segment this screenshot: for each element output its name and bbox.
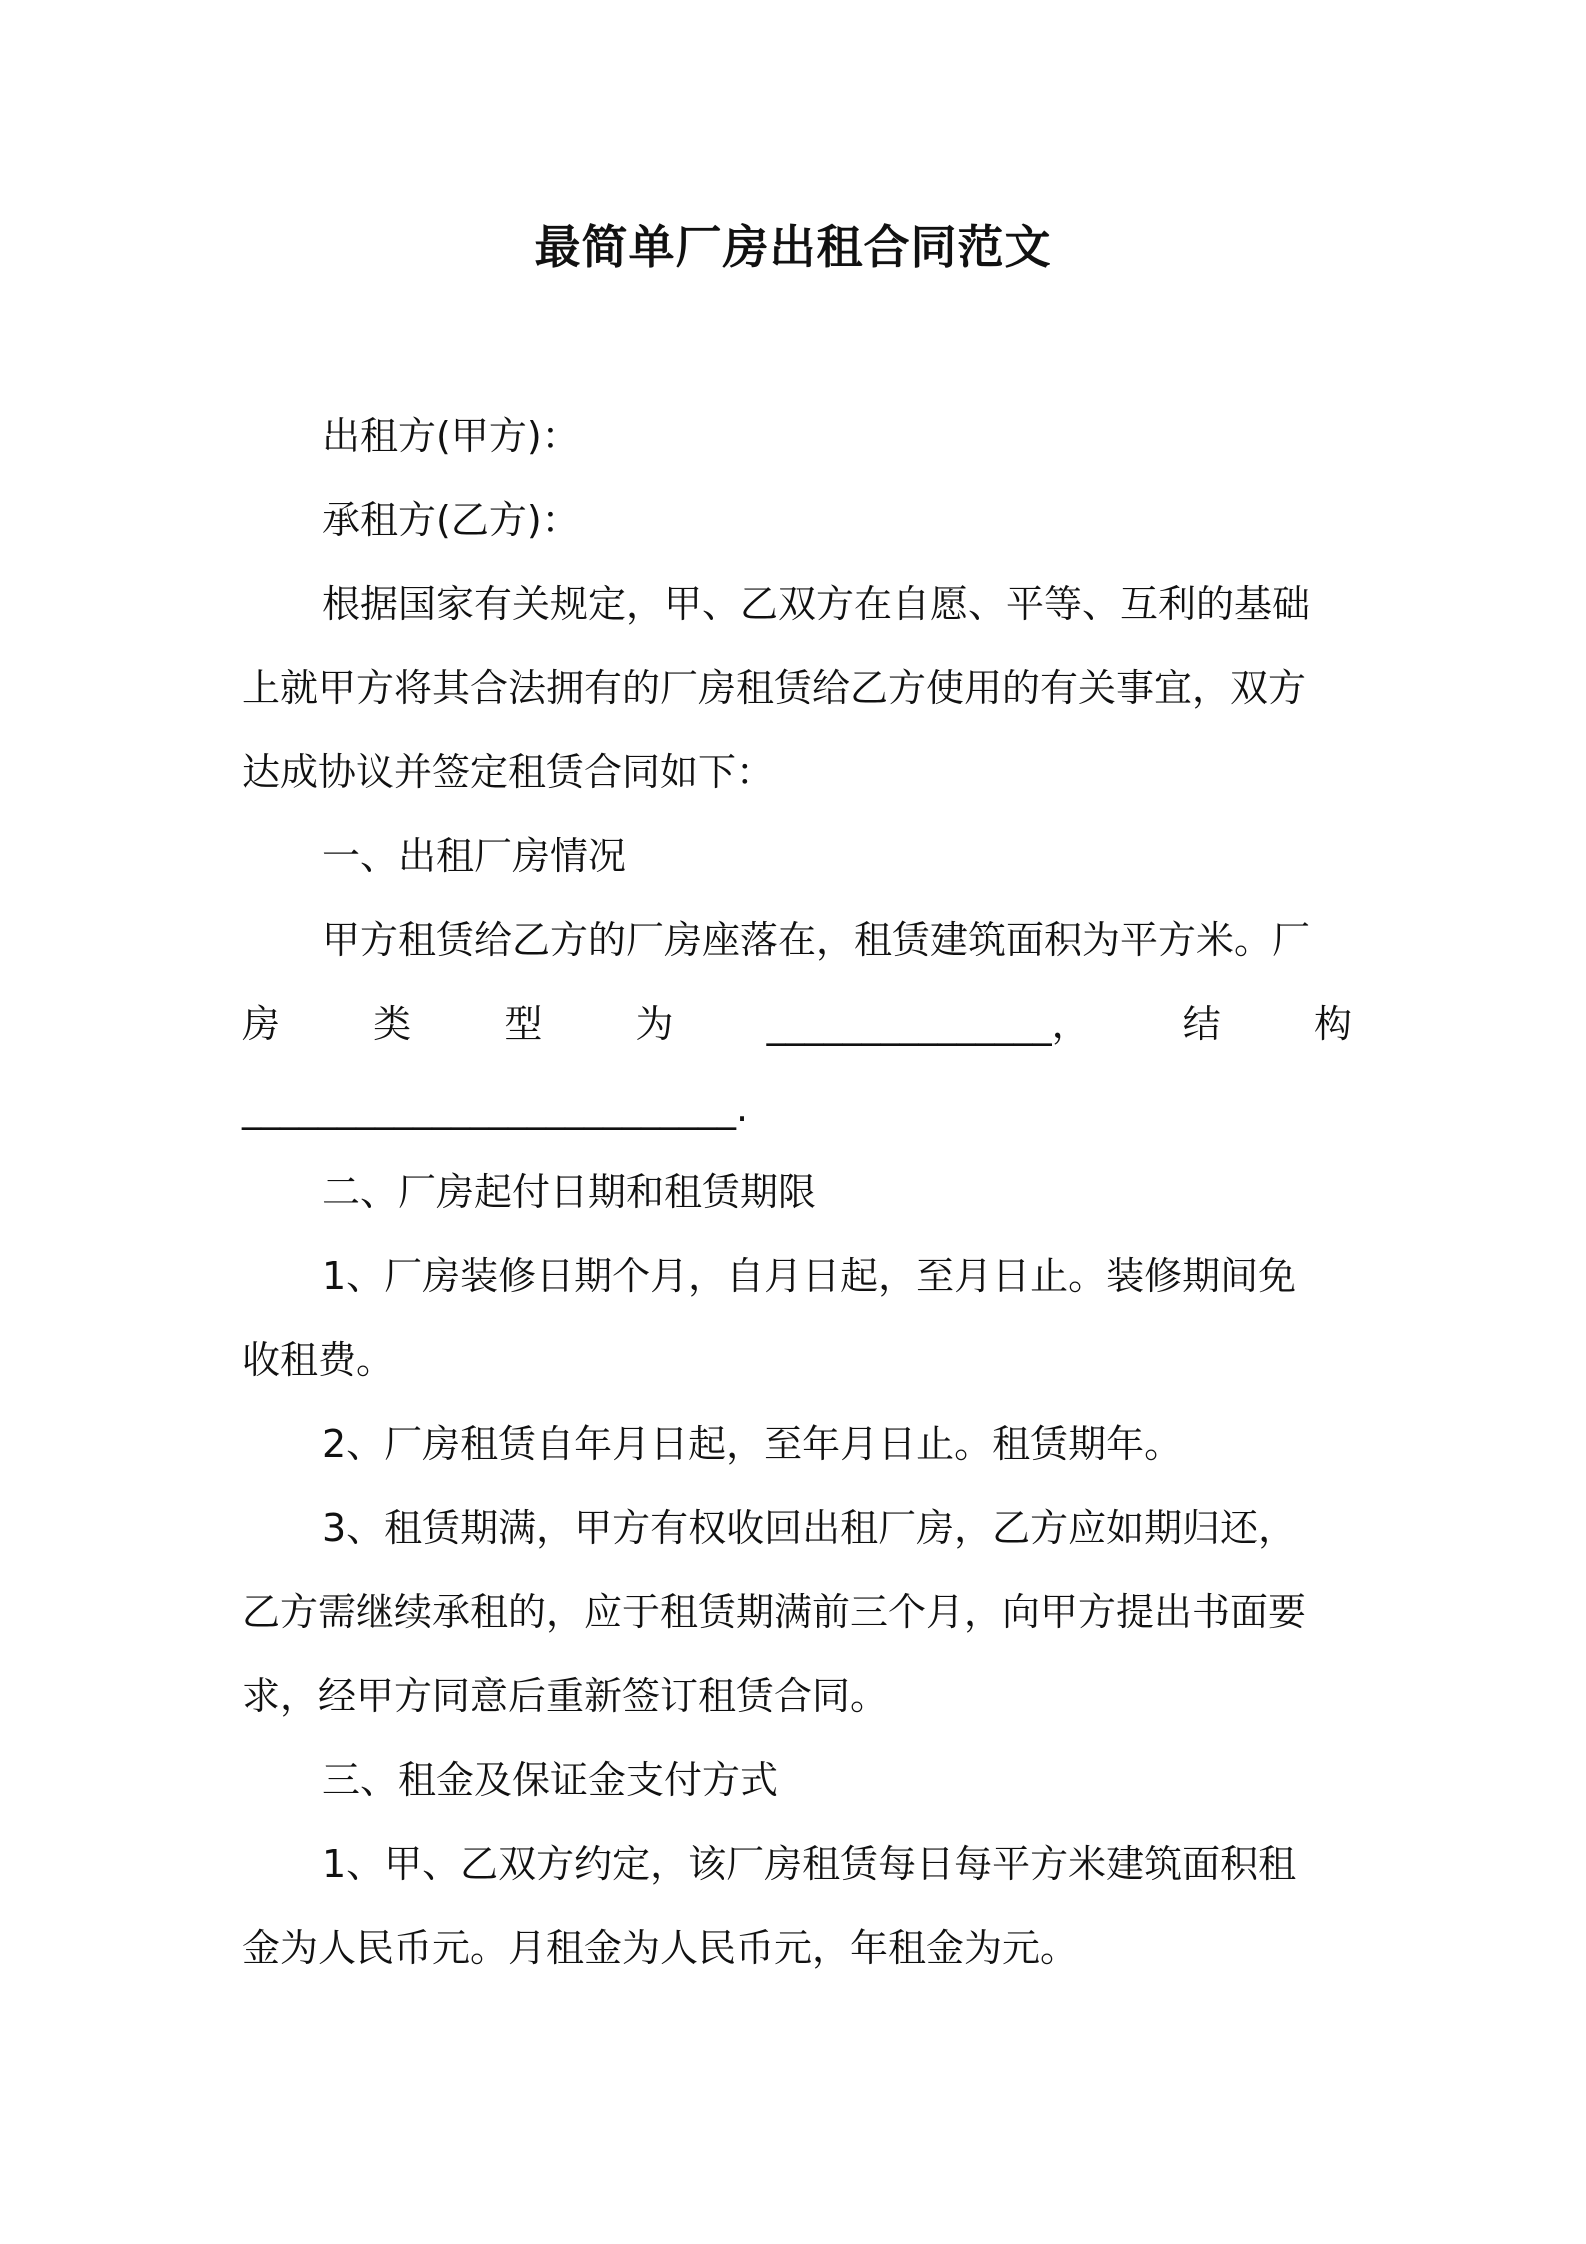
document-title: 最简单厂房出租合同范文 (534, 220, 1052, 274)
factory-type-blank: _______________， (766, 1002, 1090, 1046)
section2-item2: 2、厂房租赁自年月日起，至年月日止。租赁期年。 (322, 1422, 1183, 1466)
section1-line-2 (242, 996, 1352, 1052)
lessee-line: 承租方(乙方)： (322, 498, 580, 542)
preamble-line-2: 上就甲方将其合法拥有的厂房租赁给乙方使用的有关事宜，双方 (242, 666, 1307, 710)
preamble-line-3: 达成协议并签定租赁合同如下： (242, 750, 775, 794)
section2-heading: 二、厂房起付日期和租赁期限 (322, 1170, 817, 1214)
section1-char-6: 构 (1313, 1002, 1352, 1046)
section2-item3-line-1: 3、租赁期满，甲方有权收回出租厂房，乙方应如期归还， (322, 1506, 1297, 1550)
section2-item1-line-2: 收租费。 (242, 1338, 395, 1382)
section1-char-2: 类 (373, 1002, 412, 1046)
section2-item3-line-2: 乙方需继续承租的，应于租赁期满前三个月，向甲方提出书面要 (242, 1590, 1307, 1634)
section1-line-1: 甲方租赁给乙方的厂房座落在，租赁建筑面积为平方米。厂 (322, 918, 1311, 962)
section1-char-4: 为 (635, 1002, 674, 1046)
section3-heading: 三、租金及保证金支付方式 (322, 1758, 779, 1802)
section2-item3-line-3: 求，经甲方同意后重新签订租赁合同。 (242, 1674, 889, 1718)
section3-item1-line-2: 金为人民币元。月租金为人民币元，年租金为元。 (242, 1926, 1079, 1970)
section1-char-3: 型 (504, 1002, 543, 1046)
structure-blank-line: __________________________. (242, 1086, 749, 1130)
section2-item1-line-1: 1、厂房装修日期个月，自月日起，至月日止。装修期间免 (322, 1254, 1297, 1298)
section1-heading: 一、出租厂房情况 (322, 834, 627, 878)
section1-char-5: 结 (1182, 1002, 1221, 1046)
section1-char-1: 房 (242, 1002, 281, 1046)
preamble-line-1: 根据国家有关规定，甲、乙双方在自愿、平等、互利的基础 (322, 582, 1311, 626)
lessor-line: 出租方(甲方)： (322, 414, 580, 458)
section3-item1-line-1: 1、甲、乙双方约定，该厂房租赁每日每平方米建筑面积租 (322, 1842, 1297, 1886)
